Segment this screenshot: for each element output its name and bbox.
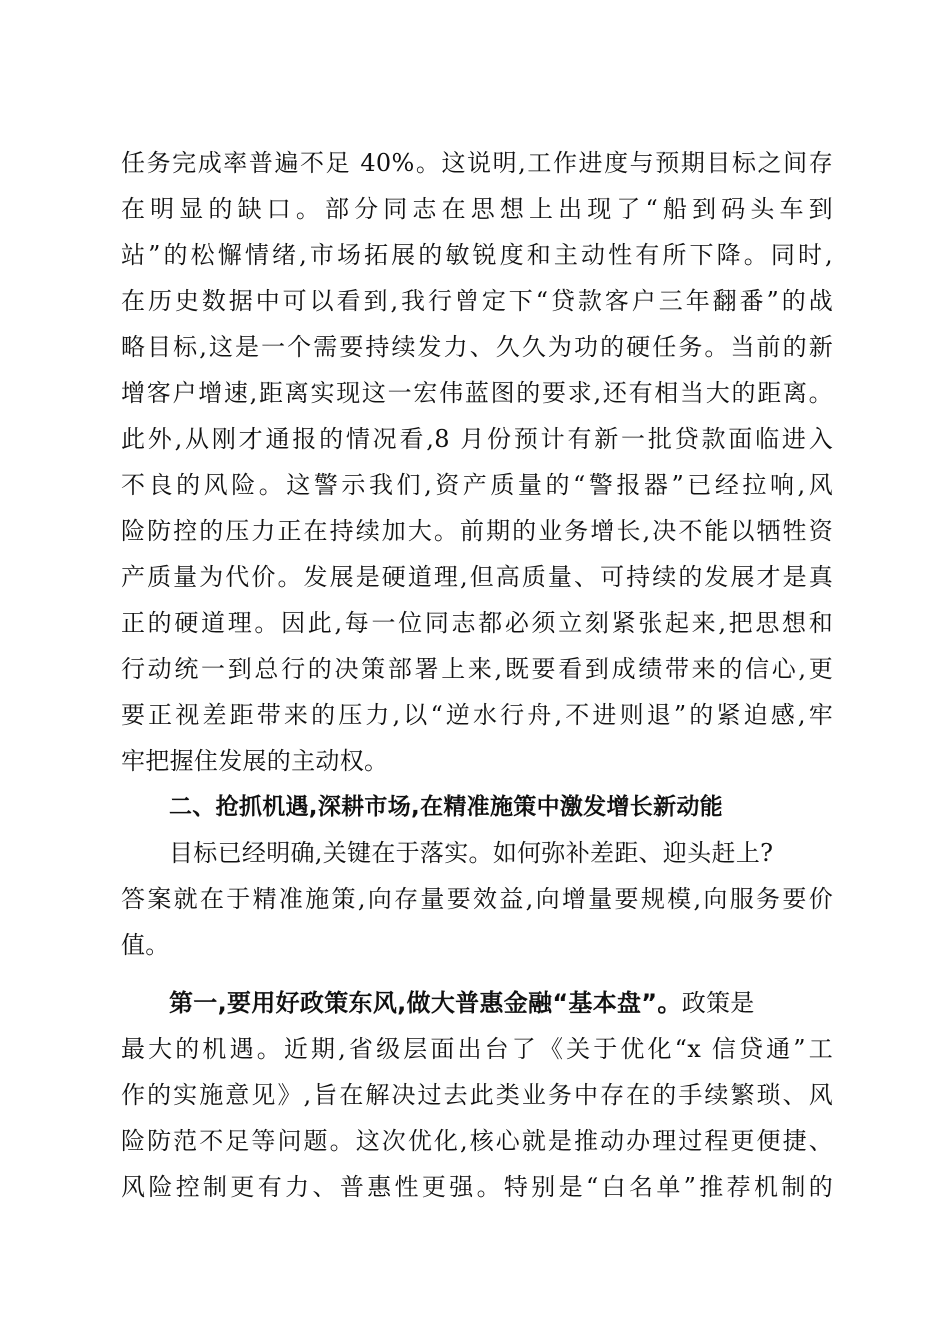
text-line: 行动统一到总行的决策部署上来,既要看到成绩带来的信心,更 xyxy=(121,655,833,683)
text-line: 此外,从刚才通报的情况看,8 月份预计有新一批贷款面临进入 xyxy=(121,425,833,453)
document-body xyxy=(121,140,833,1210)
text-line: 牢把握住发展的主动权。 xyxy=(121,747,389,775)
text-line: 险防控的压力正在持续加大。前期的业务增长,决不能以牺牲资 xyxy=(121,517,833,545)
text-line: 在历史数据中可以看到,我行曾定下“贷款客户三年翻番”的战 xyxy=(121,287,833,315)
text-line-lead xyxy=(121,980,833,1026)
text-line: 增客户增速,距离实现这一宏伟蓝图的要求,还有相当大的距离。 xyxy=(121,379,833,407)
text-line: 要正视差距带来的压力,以“逆水行舟,不进则退”的紧迫感,牢 xyxy=(121,701,833,729)
bold-lead-sentence: 第一,要用好政策东风,做大普惠金融“基本盘”。 xyxy=(169,989,682,1017)
text-line: 任务完成率普遍不足 40%。这说明,工作进度与预期目标之间存 xyxy=(121,149,833,177)
text-line: 站”的松懈情绪,市场拓展的敏锐度和主动性有所下降。同时, xyxy=(121,241,833,269)
text-line: 险防范不足等问题。这次优化,核心就是推动办理过程更便捷、 xyxy=(121,1127,833,1155)
paragraph-goals xyxy=(121,830,833,968)
paragraph-task-completion xyxy=(121,140,833,784)
text-line: 值。 xyxy=(121,931,170,959)
section-heading: 二、抢抓机遇,深耕市场,在精准施策中激发增长新动能 xyxy=(169,794,723,820)
text-line: 最大的机遇。近期,省级层面出台了《关于优化“x 信贷通”工 xyxy=(121,1035,833,1063)
paragraph-gap xyxy=(121,968,833,980)
paragraph-policy xyxy=(121,980,833,1210)
text-line: 目标已经明确,关键在于落实。如何弥补差距、迎头赶上? xyxy=(169,839,774,867)
text-line: 正的硬道理。因此,每一位同志都必须立刻紧张起来,把思想和 xyxy=(121,609,833,637)
text-line: 在明显的缺口。部分同志在思想上出现了“船到码头车到 xyxy=(121,195,833,223)
text-line: 产质量为代价。发展是硬道理,但高质量、可持续的发展才是真 xyxy=(121,563,833,591)
text-line: 风险控制更有力、普惠性更强。特别是“白名单”推荐机制的 xyxy=(121,1173,833,1201)
text-line: 答案就在于精准施策,向存量要效益,向增量要规模,向服务要价 xyxy=(121,885,833,913)
text-line: 作的实施意见》,旨在解决过去此类业务中存在的手续繁琐、风 xyxy=(121,1081,833,1109)
lead-line-rest: 政策是 xyxy=(681,989,755,1017)
text-line: 略目标,这是一个需要持续发力、久久为功的硬任务。当前的新 xyxy=(121,333,833,361)
text-line: 不良的风险。这警示我们,资产质量的“警报器”已经拉响,风 xyxy=(121,471,833,499)
